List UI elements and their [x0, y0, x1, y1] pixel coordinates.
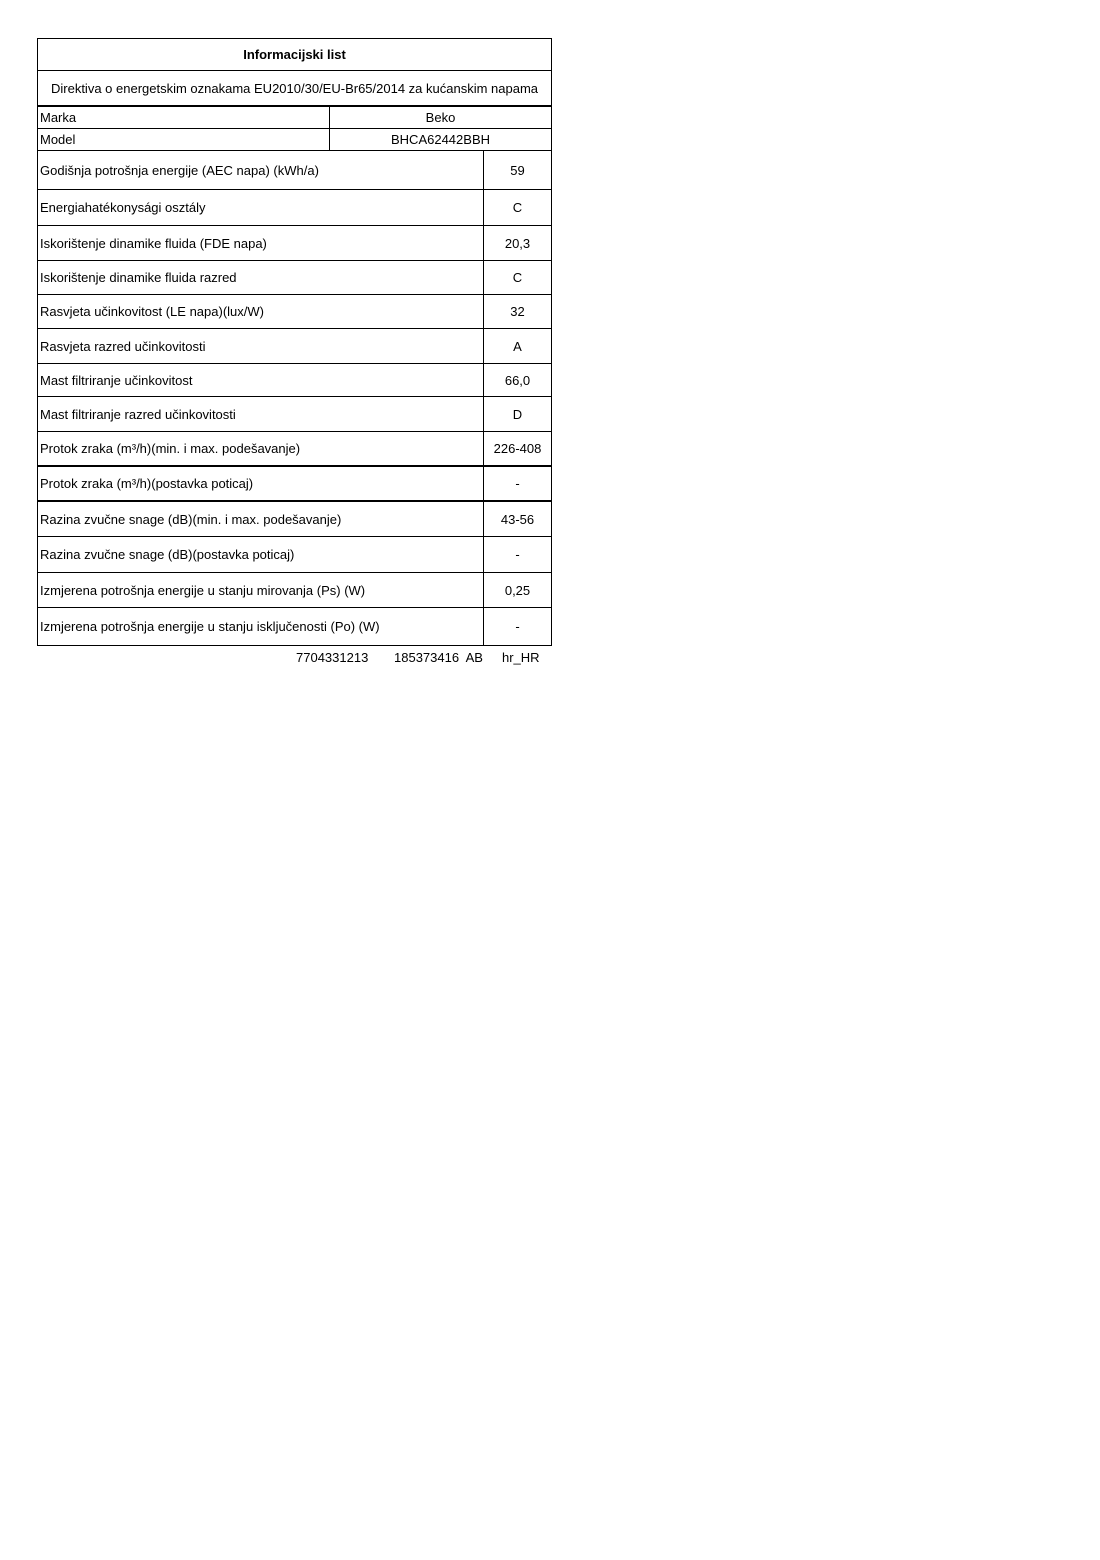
spec-row	[38, 467, 551, 502]
footer-code-1: 7704331213	[296, 650, 369, 665]
spec-label: Energiahatékonysági osztály	[38, 190, 484, 225]
spec-row	[38, 329, 551, 364]
meta-row-brand	[38, 107, 551, 129]
directive-text: Direktiva o energetskim oznakama EU2010/30/EU-Br65/2014 za kućanskim napama	[50, 80, 539, 96]
spec-value: 66,0	[504, 372, 531, 388]
spec-row	[38, 608, 551, 645]
directive-row	[38, 71, 551, 107]
meta-value: BHCA62442BBH	[391, 132, 490, 147]
meta-row-model	[38, 129, 551, 151]
spec-label: Iskorištenje dinamike fluida razred	[38, 261, 484, 294]
spec-value: 0,25	[504, 582, 531, 598]
spec-value: -	[515, 547, 520, 562]
spec-row	[38, 502, 551, 537]
spec-value: C	[512, 200, 523, 215]
meta-label: Model	[38, 129, 330, 150]
spec-row	[38, 364, 551, 397]
spec-row	[38, 226, 551, 261]
footer-code-2: 185373416 AB	[394, 650, 483, 665]
spec-label: Mast filtriranje razred učinkovitosti	[38, 397, 484, 431]
spec-row	[38, 537, 551, 573]
spec-label: Izmjerena potrošnja energije u stanju isključenosti (Po) (W)	[38, 608, 484, 645]
spec-value: 20,3	[504, 235, 531, 251]
meta-label: Marka	[38, 107, 330, 128]
spec-label: Izmjerena potrošnja energije u stanju mirovanja (Ps) (W)	[38, 573, 484, 607]
spec-label: Protok zraka (m³/h)(postavka poticaj)	[38, 467, 484, 500]
spec-label: Godišnja potrošnja energije (AEC napa) (kWh/a)	[38, 151, 484, 189]
spec-row	[38, 432, 551, 467]
sheet-title: Informacijski list	[243, 47, 346, 62]
spec-label: Rasvjeta razred učinkovitosti	[38, 329, 484, 363]
spec-row	[38, 573, 551, 608]
spec-value: 226-408	[493, 441, 542, 456]
spec-label: Razina zvučne snage (dB)(postavka poticaj)	[38, 537, 484, 572]
sheet-title-row	[38, 39, 551, 71]
spec-label: Iskorištenje dinamike fluida (FDE napa)	[38, 226, 484, 260]
spec-label: Protok zraka (m³/h)(min. i max. podešavanje)	[38, 432, 484, 465]
spec-value: A	[513, 338, 522, 354]
spec-row	[38, 261, 551, 295]
meta-value: Beko	[425, 110, 456, 125]
spec-row	[38, 295, 551, 329]
footer-locale: hr_HR	[502, 650, 540, 665]
information-sheet-table	[37, 38, 552, 646]
spec-value: D	[512, 406, 523, 422]
spec-value: 43-56	[500, 511, 535, 527]
spec-row	[38, 397, 551, 432]
spec-value: C	[512, 270, 523, 285]
spec-label: Mast filtriranje učinkovitost	[38, 364, 484, 396]
spec-value: 59	[510, 162, 525, 178]
spec-label: Razina zvučne snage (dB)(min. i max. podešavanje)	[38, 502, 484, 536]
footer-codes	[37, 650, 552, 666]
spec-value: -	[515, 476, 520, 491]
spec-row	[38, 151, 551, 190]
spec-label: Rasvjeta učinkovitost (LE napa)(lux/W)	[38, 295, 484, 328]
spec-value: 32	[510, 304, 525, 319]
spec-value: -	[515, 619, 520, 634]
spec-row	[38, 190, 551, 226]
